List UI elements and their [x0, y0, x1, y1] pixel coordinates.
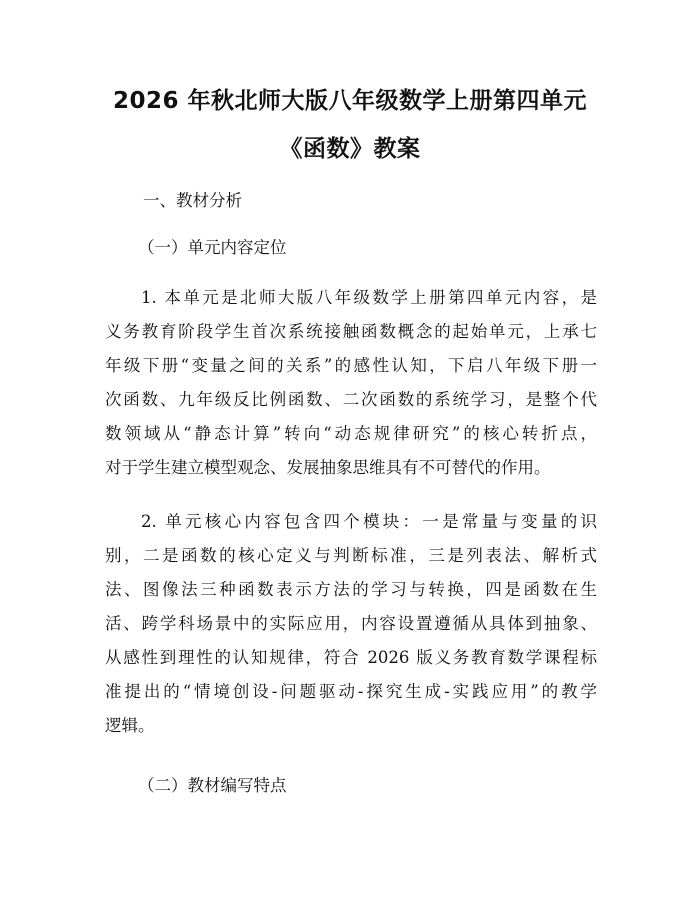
paragraph-2-line: 活、跨学科场景中的实际应用，内容设置遵循从具体到抽象、	[105, 614, 597, 633]
paragraph-1-line: 义务教育阶段学生首次系统接触函数概念的起始单元，上承七	[105, 322, 597, 341]
paragraph-1-line: 次函数、九年级反比例函数、二次函数的系统学习，是整个代	[105, 390, 597, 409]
subsection-heading-unit-positioning: （一）单元内容定位	[138, 238, 287, 257]
paragraph-2-line: 2. 单元核心内容包含四个模块：一是常量与变量的识	[141, 512, 597, 531]
paragraph-2-line: 从感性到理性的认知规律，符合 2026 版义务教育数学课程标	[105, 648, 597, 667]
paragraph-2-line: 准提出的“情境创设-问题驱动-探究生成-实践应用”的教学	[105, 682, 597, 701]
subsection-heading-textbook-features: （二）教材编写特点	[138, 776, 287, 795]
paragraph-2-line: 别，二是函数的核心定义与判断标准，三是列表法、解析式	[105, 546, 597, 565]
paragraph-1-line: 数领域从“静态计算”转向“动态规律研究”的核心转折点，	[105, 424, 597, 443]
document-title-line-1: 2026 年秋北师大版八年级数学上册第四单元	[112, 88, 588, 114]
paragraph-2-line: 逻辑。	[105, 716, 155, 735]
paragraph-1-line: 1. 本单元是北师大版八年级数学上册第四单元内容，是	[141, 288, 597, 307]
document-title-line-2: 《函数》教案	[279, 136, 421, 162]
paragraph-1-line: 对于学生建立模型观念、发展抽象思维具有不可替代的作用。	[105, 458, 551, 477]
section-heading-textbook-analysis: 一、教材分析	[143, 191, 242, 210]
paragraph-2-line: 法、图像法三种函数表示方法的学习与转换，四是函数在生	[105, 580, 597, 599]
paragraph-1-line: 年级下册“变量之间的关系”的感性认知，下启八年级下册一	[105, 356, 597, 375]
